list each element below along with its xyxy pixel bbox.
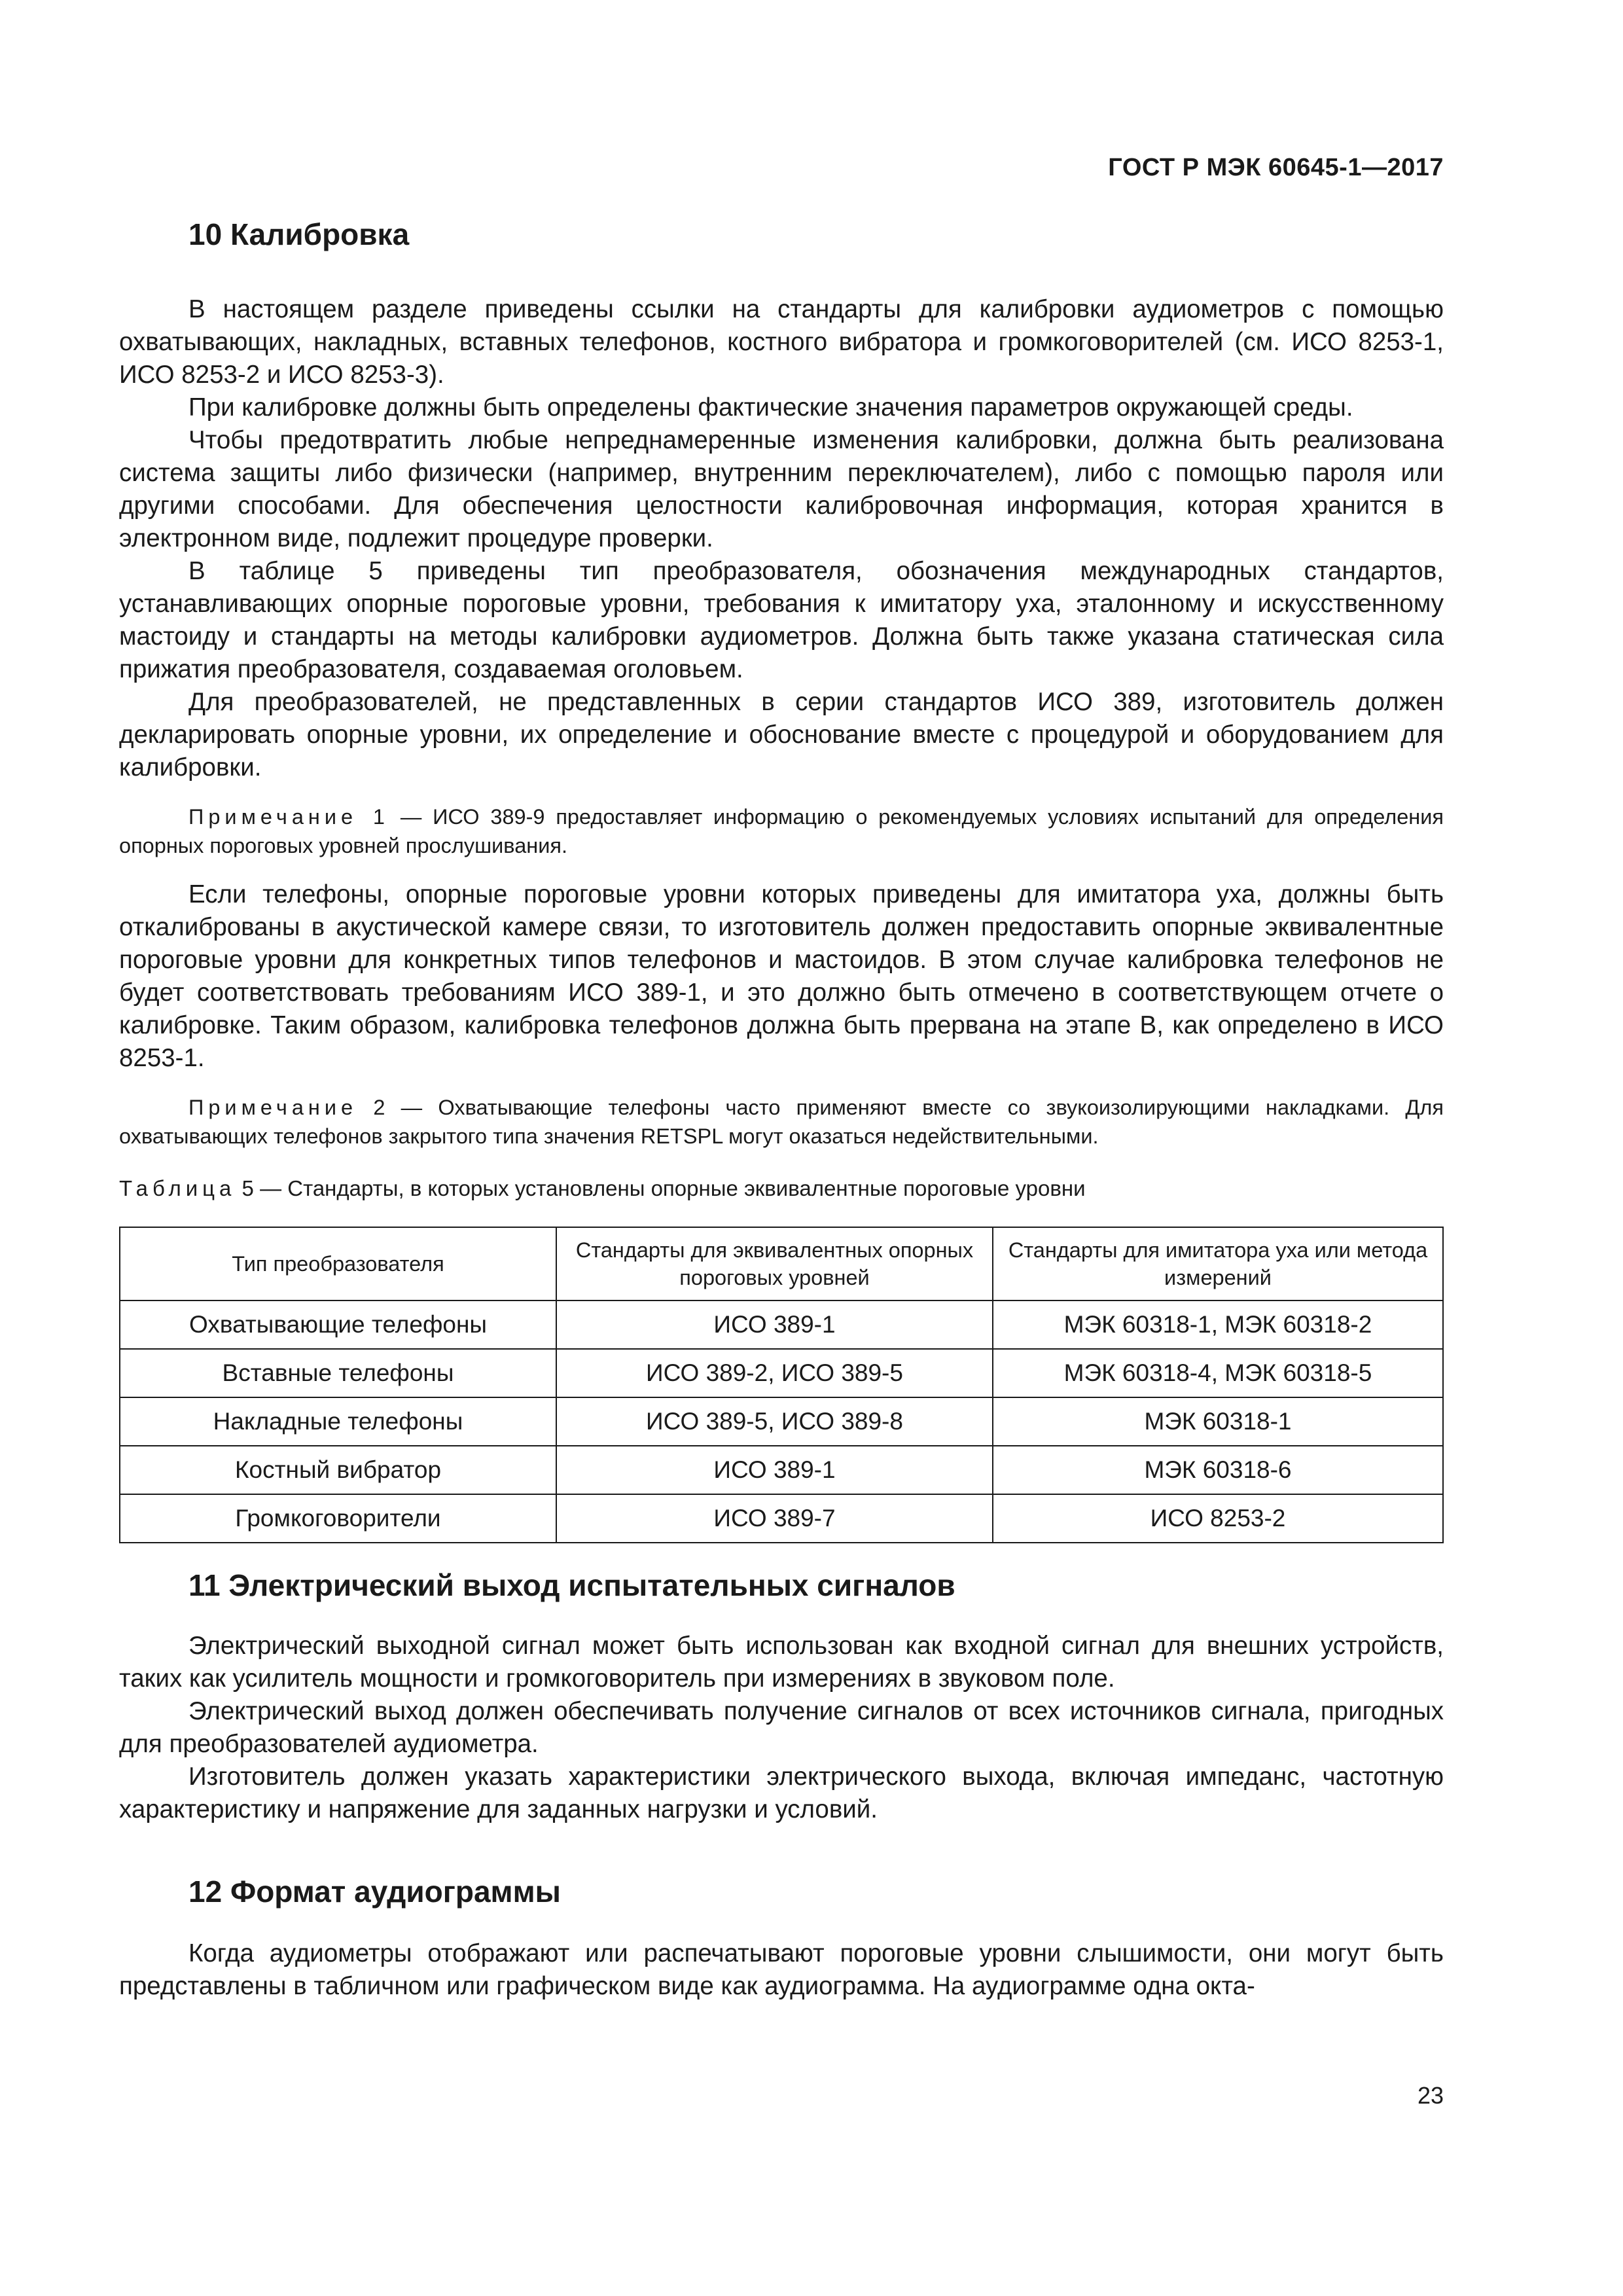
table-row [120,1300,1443,1349]
table-cell: Вставные телефоны [120,1349,556,1397]
document-id: ГОСТ Р МЭК 60645-1—2017 [1108,154,1444,181]
table-header-row [120,1227,1443,1300]
table-cell: ИСО 389-7 [556,1494,993,1543]
table-cell: МЭК 60318-1 [993,1397,1443,1446]
table-header-ear-simulator-standards: Стандарты для имитатора уха или метода измерений [993,1227,1443,1300]
note-2-text: 2 — Охватывающие телефоны часто применяют вместе со звукоизолирующими накладками. Для охватывающих телефонов закрытого типа значения RETSPL могут оказаться недействительными. [119,1096,1444,1148]
note-1 [119,802,1444,860]
section-10-paragraph-4: В таблице 5 приведены тип преобразователя, обозначения международных стандартов, устанавливающих опорные пороговые уровни, требования к имитатору уха, эталонному и искусственному мастоиду и стандарты на методы калибровки аудиометров. Должна быть также указана статическая сила прижатия преобразователя, создаваемая оголовьем. [119,557,1444,683]
section-12-paragraph-1: Когда аудиометры отображают или распечатывают пороговые уровни слышимости, они могут быть представлены в табличном или графическом виде как аудиограмма. На аудиограмме одна окта- [119,1939,1444,2000]
section-10-paragraph-6: Если телефоны, опорные пороговые уровни которых приведены для имитатора уха, должны быть откалиброваны в акустической камере связи, то изготовитель должен предоставить опорные эквивалентные пороговые уровни для конкретных типов телефонов и мастоидов. В этом случае калибровка телефонов не будет соответствовать требованиям ИСО 389-1, и это должно быть отмечено в соответствующем отчете о калибровке. Таким образом, калибровка телефонов должна быть прервана на этапе В, как определено в ИСО 8253-1. [119,880,1444,1072]
table-5-caption [119,1174,1444,1203]
page-number: 23 [1417,2082,1444,2109]
table-cell: ИСО 389-2, ИСО 389-5 [556,1349,993,1397]
section-11-title: 11 Электрический выход испытательных сигналов [188,1568,955,1602]
section-11-paragraph-2: Электрический выход должен обеспечивать получение сигналов от всех источников сигнала, пригодных для преобразователей аудиометра. [119,1697,1444,1758]
note-2-label: Примечание [188,1096,358,1119]
section-11-paragraph-1: Электрический выходной сигнал может быть использован как входной сигнал для внешних устройств, таких как усилитель мощности и громкоговоритель при измерениях в звуковом поле. [119,1632,1444,1693]
table-cell: Костный вибратор [120,1446,556,1494]
table-cell: МЭК 60318-4, МЭК 60318-5 [993,1349,1443,1397]
section-10-paragraph-5: Для преобразователей, не представленных в серии стандартов ИСО 389, изготовитель должен декларировать опорные уровни, их определение и обоснование вместе с процедурой и оборудованием для калибровки. [119,688,1444,781]
section-10-paragraph-1: В настоящем разделе приведены ссылки на стандарты для калибровки аудиометров с помощью охватывающих, накладных, вставных телефонов, костного вибратора и громкоговорителей (см. ИСО 8253-1, ИСО 8253-2 и ИСО 8253-3). [119,295,1444,389]
section-10-title: 10 Калибровка [188,217,410,251]
note-2 [119,1093,1444,1151]
note-1-text: — ИСО 389-9 предоставляет информацию о рекомендуемых условиях испытаний для определения опорных пороговых уровней прослушивания. [119,805,1444,857]
table-cell: ИСО 8253-2 [993,1494,1443,1543]
table-cell: ИСО 389-5, ИСО 389-8 [556,1397,993,1446]
table-cell: Громкоговорители [120,1494,556,1543]
table-cell: Накладные телефоны [120,1397,556,1446]
table-5-caption-text: 5 — Стандарты, в которых установлены опорные эквивалентные пороговые уровни [236,1176,1086,1200]
table-header-transducer-type: Тип преобразователя [120,1227,556,1300]
table-row [120,1349,1443,1397]
table-row [120,1446,1443,1494]
table-row [120,1397,1443,1446]
table-cell: ИСО 389-1 [556,1300,993,1349]
table-row [120,1494,1443,1543]
table-cell: Охватывающие телефоны [120,1300,556,1349]
section-12-title: 12 Формат аудиограммы [188,1874,561,1909]
section-11-paragraph-3: Изготовитель должен указать характеристики электрического выхода, включая импеданс, частотную характеристику и напряжение для заданных нагрузки и условий. [119,1763,1444,1823]
section-10-paragraph-2: При калибровке должны быть определены фактические значения параметров окружающей среды. [188,393,1353,422]
table-5 [119,1227,1444,1543]
table-cell: ИСО 389-1 [556,1446,993,1494]
table-cell: МЭК 60318-6 [993,1446,1443,1494]
table-5-caption-label: Таблица [119,1176,236,1200]
table-header-threshold-standards: Стандарты для эквивалентных опорных пороговых уровней [556,1227,993,1300]
section-10-paragraph-3: Чтобы предотвратить любые непреднамеренные изменения калибровки, должна быть реализована система защиты либо физически (например, внутренним переключателем), либо с помощью пароля или другими способами. Для обеспечения целостности калибровочная информация, которая хранится в электронном виде, подлежит процедуре проверки. [119,426,1444,552]
note-1-label: Примечание 1 [188,805,390,829]
table-cell: МЭК 60318-1, МЭК 60318-2 [993,1300,1443,1349]
